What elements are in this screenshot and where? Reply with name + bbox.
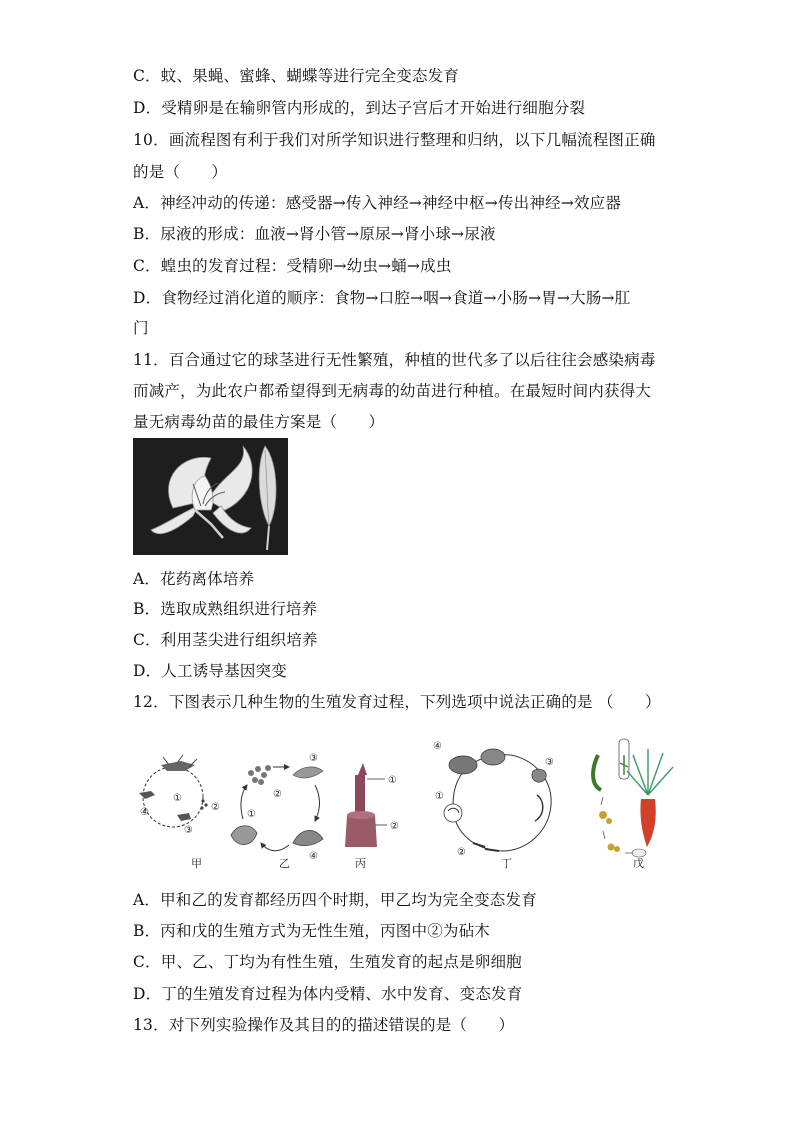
ding-label-2: ② [457,847,466,858]
q11-stem-line1: 11．百合通过它的球茎进行无性繁殖，种植的世代多了以后往往会感染病毒 [133,351,656,369]
lily-drawing [133,438,288,555]
q11-stem-line2: 而减产，为此农户都希望得到无病毒的幼苗进行种植。在最短时间内获得大 [133,382,652,400]
q9-option-c: C．蚊、果蝇、蜜蜂、蝴蝶等进行完全变态发育 [133,67,460,85]
q11-option-a: A．花药离体培养 [133,570,255,588]
q11-stem-line3: 量无病毒幼苗的最佳方案是（ ） [133,413,385,431]
q10-option-c: C．蝗虫的发育过程：受精卵→幼虫→蛹→成虫 [133,257,452,275]
q11-option-d: D．人工诱导基因突变 [133,662,287,680]
jia-label-3: ③ [184,825,193,836]
q10-stem-line1: 10．画流程图有利于我们对所学知识进行整理和归纳，以下几幅流程图正确 [133,131,656,149]
jia-caption: 甲 [191,857,202,870]
ding-label-1: ① [435,791,444,802]
bing-label-1: ① [388,775,397,786]
q12-option-b: B．丙和戊的生殖方式为无性生殖，丙图中②为砧木 [133,922,490,940]
diagram-yi [231,765,323,851]
life-cycle-figure [133,735,678,870]
jia-label-1: ① [173,793,182,804]
bing-caption: 丙 [355,857,366,870]
life-cycle-drawing [133,735,678,870]
q11-option-c: C．利用茎尖进行组织培养 [133,631,318,649]
q10-option-a: A．神经冲动的传递：感受器→传入神经→神经中枢→传出神经→效应器 [133,194,622,212]
diagram-bing [345,763,387,847]
q12-option-d: D．丁的生殖发育过程为体内受精、水中发育、变态发育 [133,985,523,1003]
ding-caption: 丁 [501,857,512,870]
ding-label-3: ③ [545,757,554,768]
lily-photo [133,438,288,555]
ding-label-4: ④ [433,741,442,752]
q10-option-d-line2: 门 [133,319,149,337]
q13-stem: 13．对下列实验操作及其目的的描述错误的是（ ） [133,1016,515,1034]
yi-label-4: ④ [309,851,318,862]
jia-label-4: ④ [140,807,149,818]
yi-label-2: ② [273,789,282,800]
diagram-wu [593,739,673,857]
diagram-ding [444,749,551,851]
q12-option-a: A．甲和乙的发育都经历四个时期，甲乙均为完全变态发育 [133,891,537,909]
q11-option-b: B．选取成熟组织进行培养 [133,600,318,618]
yi-caption: 乙 [279,857,290,870]
yi-label-3: ③ [309,753,318,764]
q10-option-b: B．尿液的形成：血液→肾小管→原尿→肾小球→尿液 [133,225,496,243]
diagram-jia [139,755,208,827]
q10-option-d-line1: D．食物经过消化道的顺序：食物→口腔→咽→食道→小肠→胃→大肠→肛 [133,289,631,307]
yi-label-1: ① [247,809,256,820]
bing-label-2: ② [390,821,399,832]
q12-stem: 12．下图表示几种生物的生殖发育过程，下列选项中说法正确的是 （ ） [133,693,661,711]
jia-label-2: ② [211,802,220,813]
q12-option-c: C．甲、乙、丁均为有性生殖，生殖发育的起点是卵细胞 [133,953,522,971]
q9-option-d: D．受精卵是在输卵管内形成的，到达子宫后才开始进行细胞分裂 [133,99,586,117]
wu-caption: 戊 [633,857,644,870]
q10-stem-line2: 的是（ ） [133,163,228,181]
